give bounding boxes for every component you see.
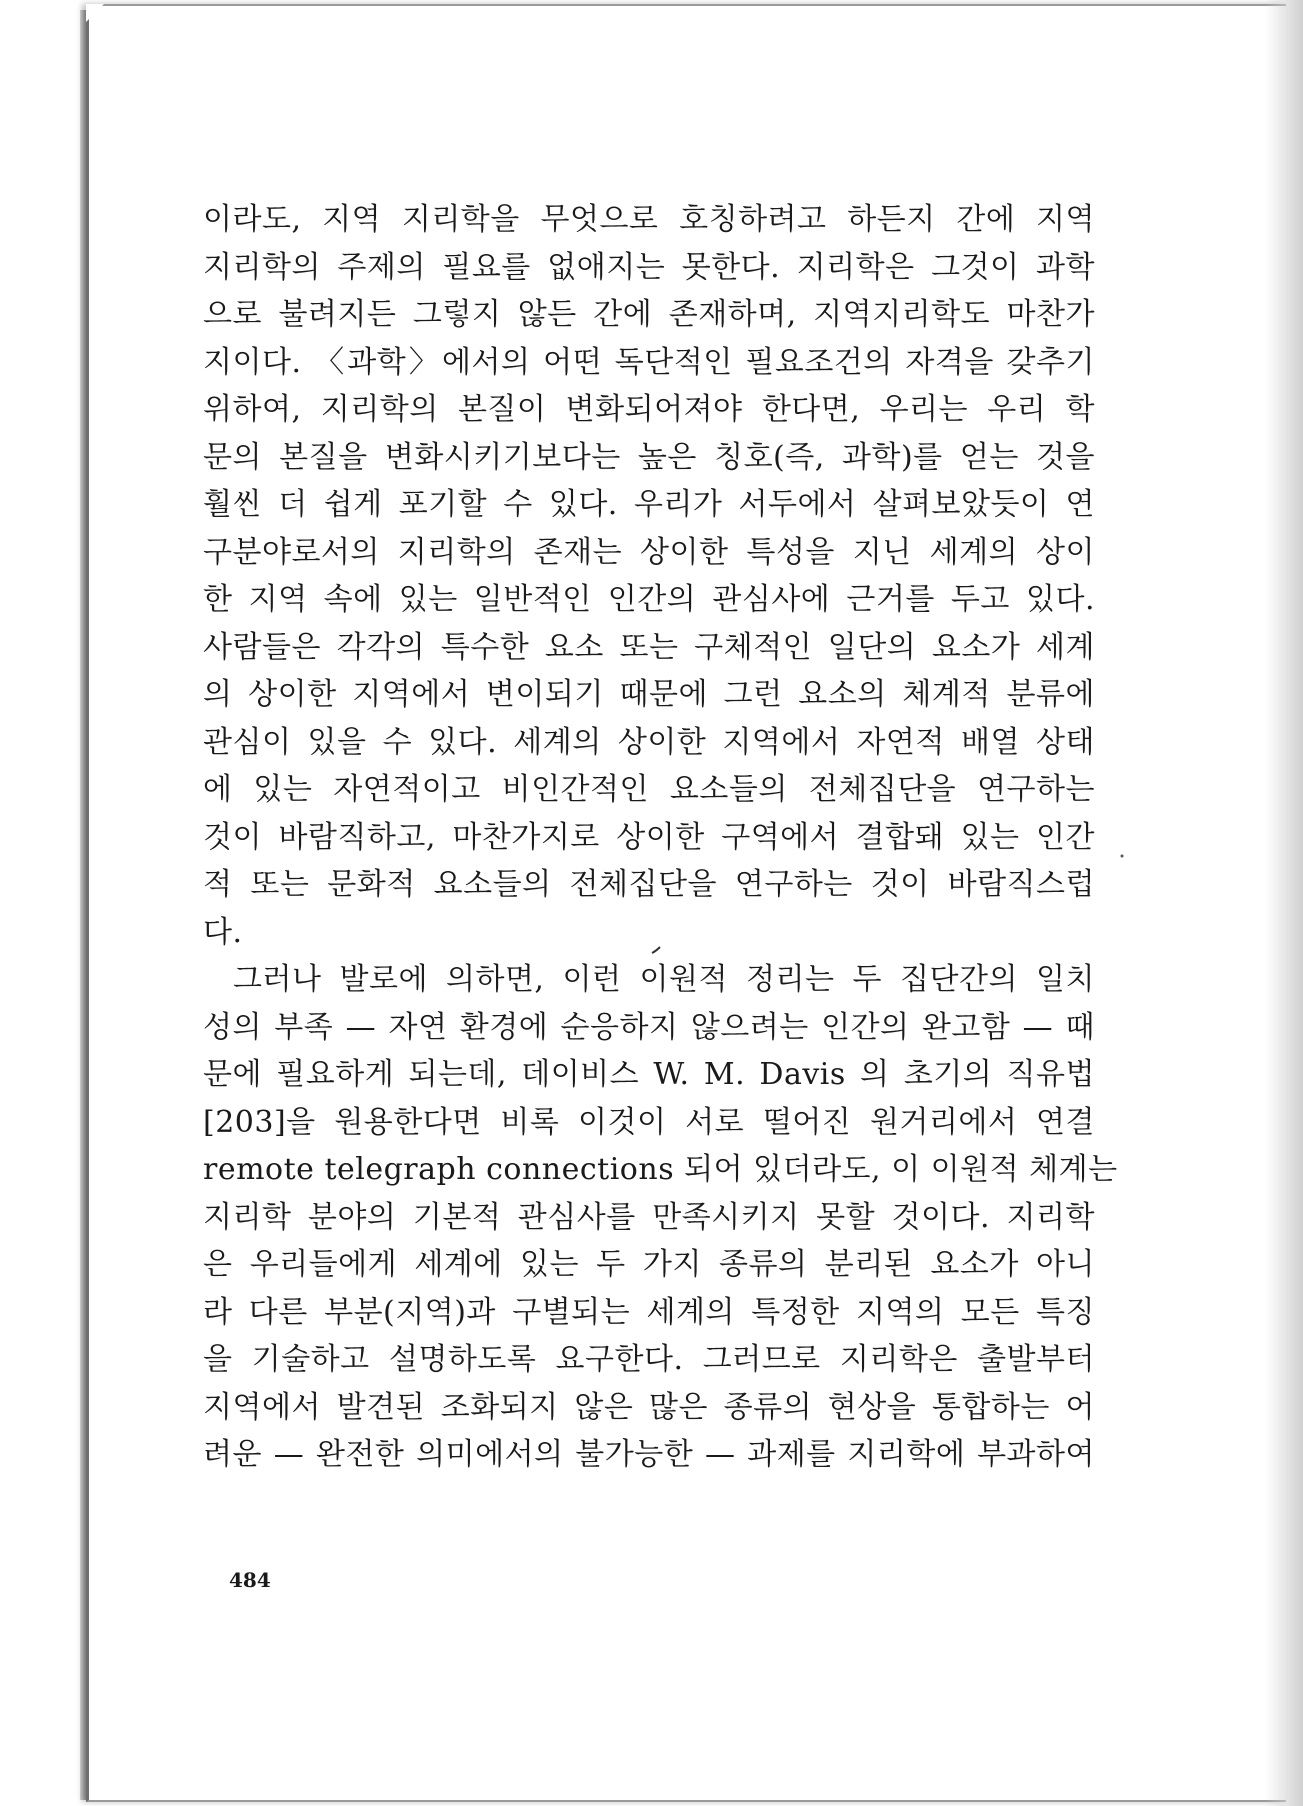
text-line: 이라도, 지역 지리학을 무엇으로 호칭하려고 하든지 간에 지역 <box>203 202 1095 237</box>
page-corner <box>86 4 104 22</box>
page-number: 484 <box>229 1568 271 1592</box>
text-line: 을 기술하고 설명하도록 요구한다. 그러므로 지리학은 출발부터 <box>203 1342 1095 1377</box>
text-line: [203]을 원용한다면 비록 이것이 서로 떨어진 원거리에서 연결 <box>203 1104 1095 1140</box>
text-line: 한 지역 속에 있는 일반적인 인간의 관심사에 근거를 두고 있다. <box>203 582 1095 617</box>
text-line: 관심이 있을 수 있다. 세계의 상이한 지역에서 자연적 배열 상태 <box>203 724 1095 760</box>
text-line: 의 상이한 지역에서 변이되기 때문에 그런 요소의 체계적 분류에 <box>203 677 1095 712</box>
right-shadow <box>1265 0 1303 1806</box>
body-text <box>203 196 1118 1479</box>
text-line: 성의 부족 — 자연 환경에 순응하지 않으려는 인간의 완고함 — 때 <box>203 1009 1095 1045</box>
text-line: remote telegraph connections 되어 있더라도, 이 이원적 체계는 <box>203 1152 1118 1187</box>
text-line: 라 다른 부분(지역)과 구별되는 세계의 특정한 지역의 모든 특징 <box>203 1294 1095 1330</box>
text-line: 지리학 분야의 기본적 관심사를 만족시키지 못할 것이다. 지리학 <box>203 1199 1095 1235</box>
text-line: 은 우리들에게 세계에 있는 두 가지 종류의 분리된 요소가 아니 <box>203 1247 1095 1282</box>
text-line: 려운 — 완전한 의미에서의 불가능한 — 과제를 지리학에 부과하여 <box>203 1437 1095 1472</box>
text-line: 위하여, 지리학의 본질이 변화되어져야 한다면, 우리는 우리 학 <box>203 392 1095 427</box>
text-line: 훨씬 더 쉽게 포기할 수 있다. 우리가 서두에서 살펴보았듯이 연 <box>203 487 1095 522</box>
text-line: 그러나 발로에 의하면, 이런 이원적 정리는 두 집단간의 일치 <box>233 962 1095 997</box>
text-line: 구분야로서의 지리학의 존재는 상이한 특성을 지닌 세계의 상이 <box>203 534 1095 570</box>
text-line: 으로 불려지든 그렇지 않든 간에 존재하며, 지역지리학도 마찬가 <box>203 297 1095 332</box>
text-line: 지역에서 발견된 조화되지 않은 많은 종류의 현상을 통합하는 어 <box>203 1389 1095 1425</box>
text-line: 문의 본질을 변화시키기보다는 높은 칭호(즉, 과학)를 얻는 것을 <box>203 439 1095 475</box>
text-line: 지이다. 〈과학〉에서의 어떤 독단적인 필요조건의 자격을 갖추기 <box>203 344 1095 380</box>
text-line: 지리학의 주제의 필요를 없애지는 못한다. 지리학은 그것이 과학 <box>203 249 1095 285</box>
text-line: 적 또는 문화적 요소들의 전체집단을 연구하는 것이 바람직스럽 <box>203 867 1095 902</box>
text-line: 다. <box>203 914 243 950</box>
text-line: 사람들은 각각의 특수한 요소 또는 구체적인 일단의 요소가 세계 <box>203 629 1095 665</box>
text-line: 문에 필요하게 되는데, 데이비스 W. M. Davis 의 초기의 직유법 <box>203 1057 1095 1092</box>
text-line: 것이 바람직하고, 마찬가지로 상이한 구역에서 결합돼 있는 인간 <box>203 819 1095 855</box>
text-line: 에 있는 자연적이고 비인간적인 요소들의 전체집단을 연구하는 <box>203 772 1095 807</box>
